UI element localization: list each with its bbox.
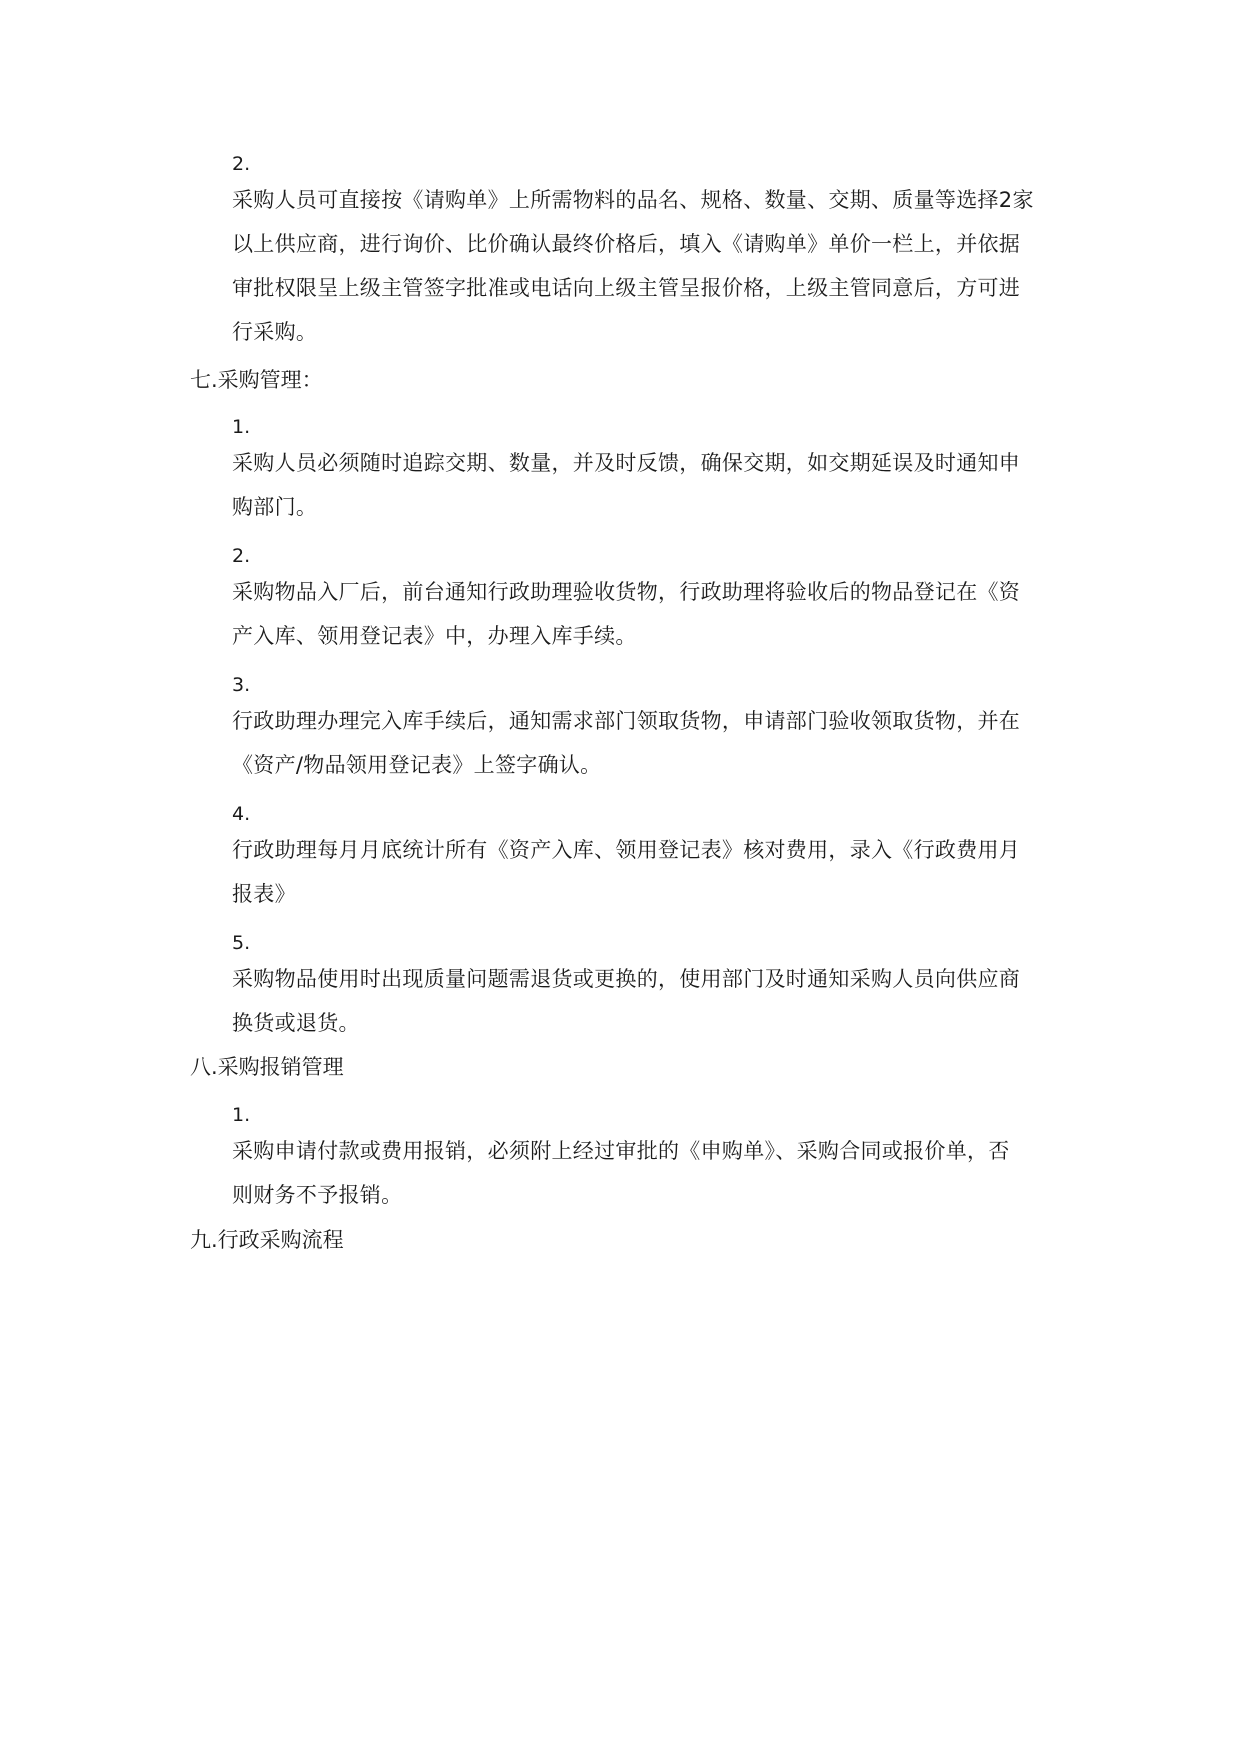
paragraph-line: 则财务不予报销。 [232, 1183, 403, 1207]
item-number: 3. [232, 674, 251, 696]
item-number: 1. [232, 1104, 251, 1126]
item-paragraph [232, 441, 1020, 529]
item-number: 4. [232, 803, 251, 825]
item-number: 2. [232, 545, 251, 567]
section-heading: 八.采购报销管理 [190, 1055, 344, 1079]
item-paragraph [232, 828, 1020, 916]
item-number: 1. [232, 416, 251, 438]
paragraph-line: 行政助理每月月底统计所有《资产入库、领用登记表》核对费用，录入《行政费用月 [232, 838, 1021, 862]
paragraph-line: 产入库、领用登记表》中，办理入库手续。 [232, 624, 637, 648]
paragraph-line: 《资产/物品领用登记表》上签字确认。 [232, 753, 602, 777]
item-paragraph [232, 178, 1034, 354]
section-heading: 九.行政采购流程 [190, 1228, 344, 1252]
paragraph-line: 采购申请付款或费用报销，必须附上经过审批的《申购单》、采购合同或报价单，否 [232, 1139, 1010, 1163]
paragraph-line: 以上供应商，进行询价、比价确认最终价格后，填入《请购单》单价一栏上，并依据 [232, 232, 1021, 256]
item-paragraph [232, 957, 1020, 1045]
section-heading: 七.采购管理： [190, 368, 323, 392]
paragraph-line: 购部门。 [232, 495, 318, 519]
paragraph-line: 采购人员可直接按《请购单》上所需物料的品名、规格、数量、交期、质量等选择2家 [232, 188, 1034, 212]
paragraph-line: 行政助理办理完入库手续后，通知需求部门领取货物，申请部门验收领取货物，并在 [232, 709, 1021, 733]
item-number: 5. [232, 932, 251, 954]
paragraph-line: 换货或退货。 [232, 1011, 360, 1035]
item-number: 2. [232, 153, 251, 175]
paragraph-line: 采购物品使用时出现质量问题需退货或更换的，使用部门及时通知采购人员向供应商 [232, 967, 1021, 991]
paragraph-line: 采购物品入厂后，前台通知行政助理验收货物，行政助理将验收后的物品登记在《资 [232, 580, 1021, 604]
item-paragraph [232, 699, 1020, 787]
item-paragraph [232, 1129, 1010, 1217]
paragraph-line: 报表》 [232, 882, 296, 906]
paragraph-line: 采购人员必须随时追踪交期、数量，并及时反馈，确保交期，如交期延误及时通知申 [232, 451, 1021, 475]
paragraph-line: 审批权限呈上级主管签字批准或电话向上级主管呈报价格，上级主管同意后，方可进 [232, 276, 1021, 300]
paragraph-line: 行采购。 [232, 320, 318, 344]
item-paragraph [232, 570, 1020, 658]
